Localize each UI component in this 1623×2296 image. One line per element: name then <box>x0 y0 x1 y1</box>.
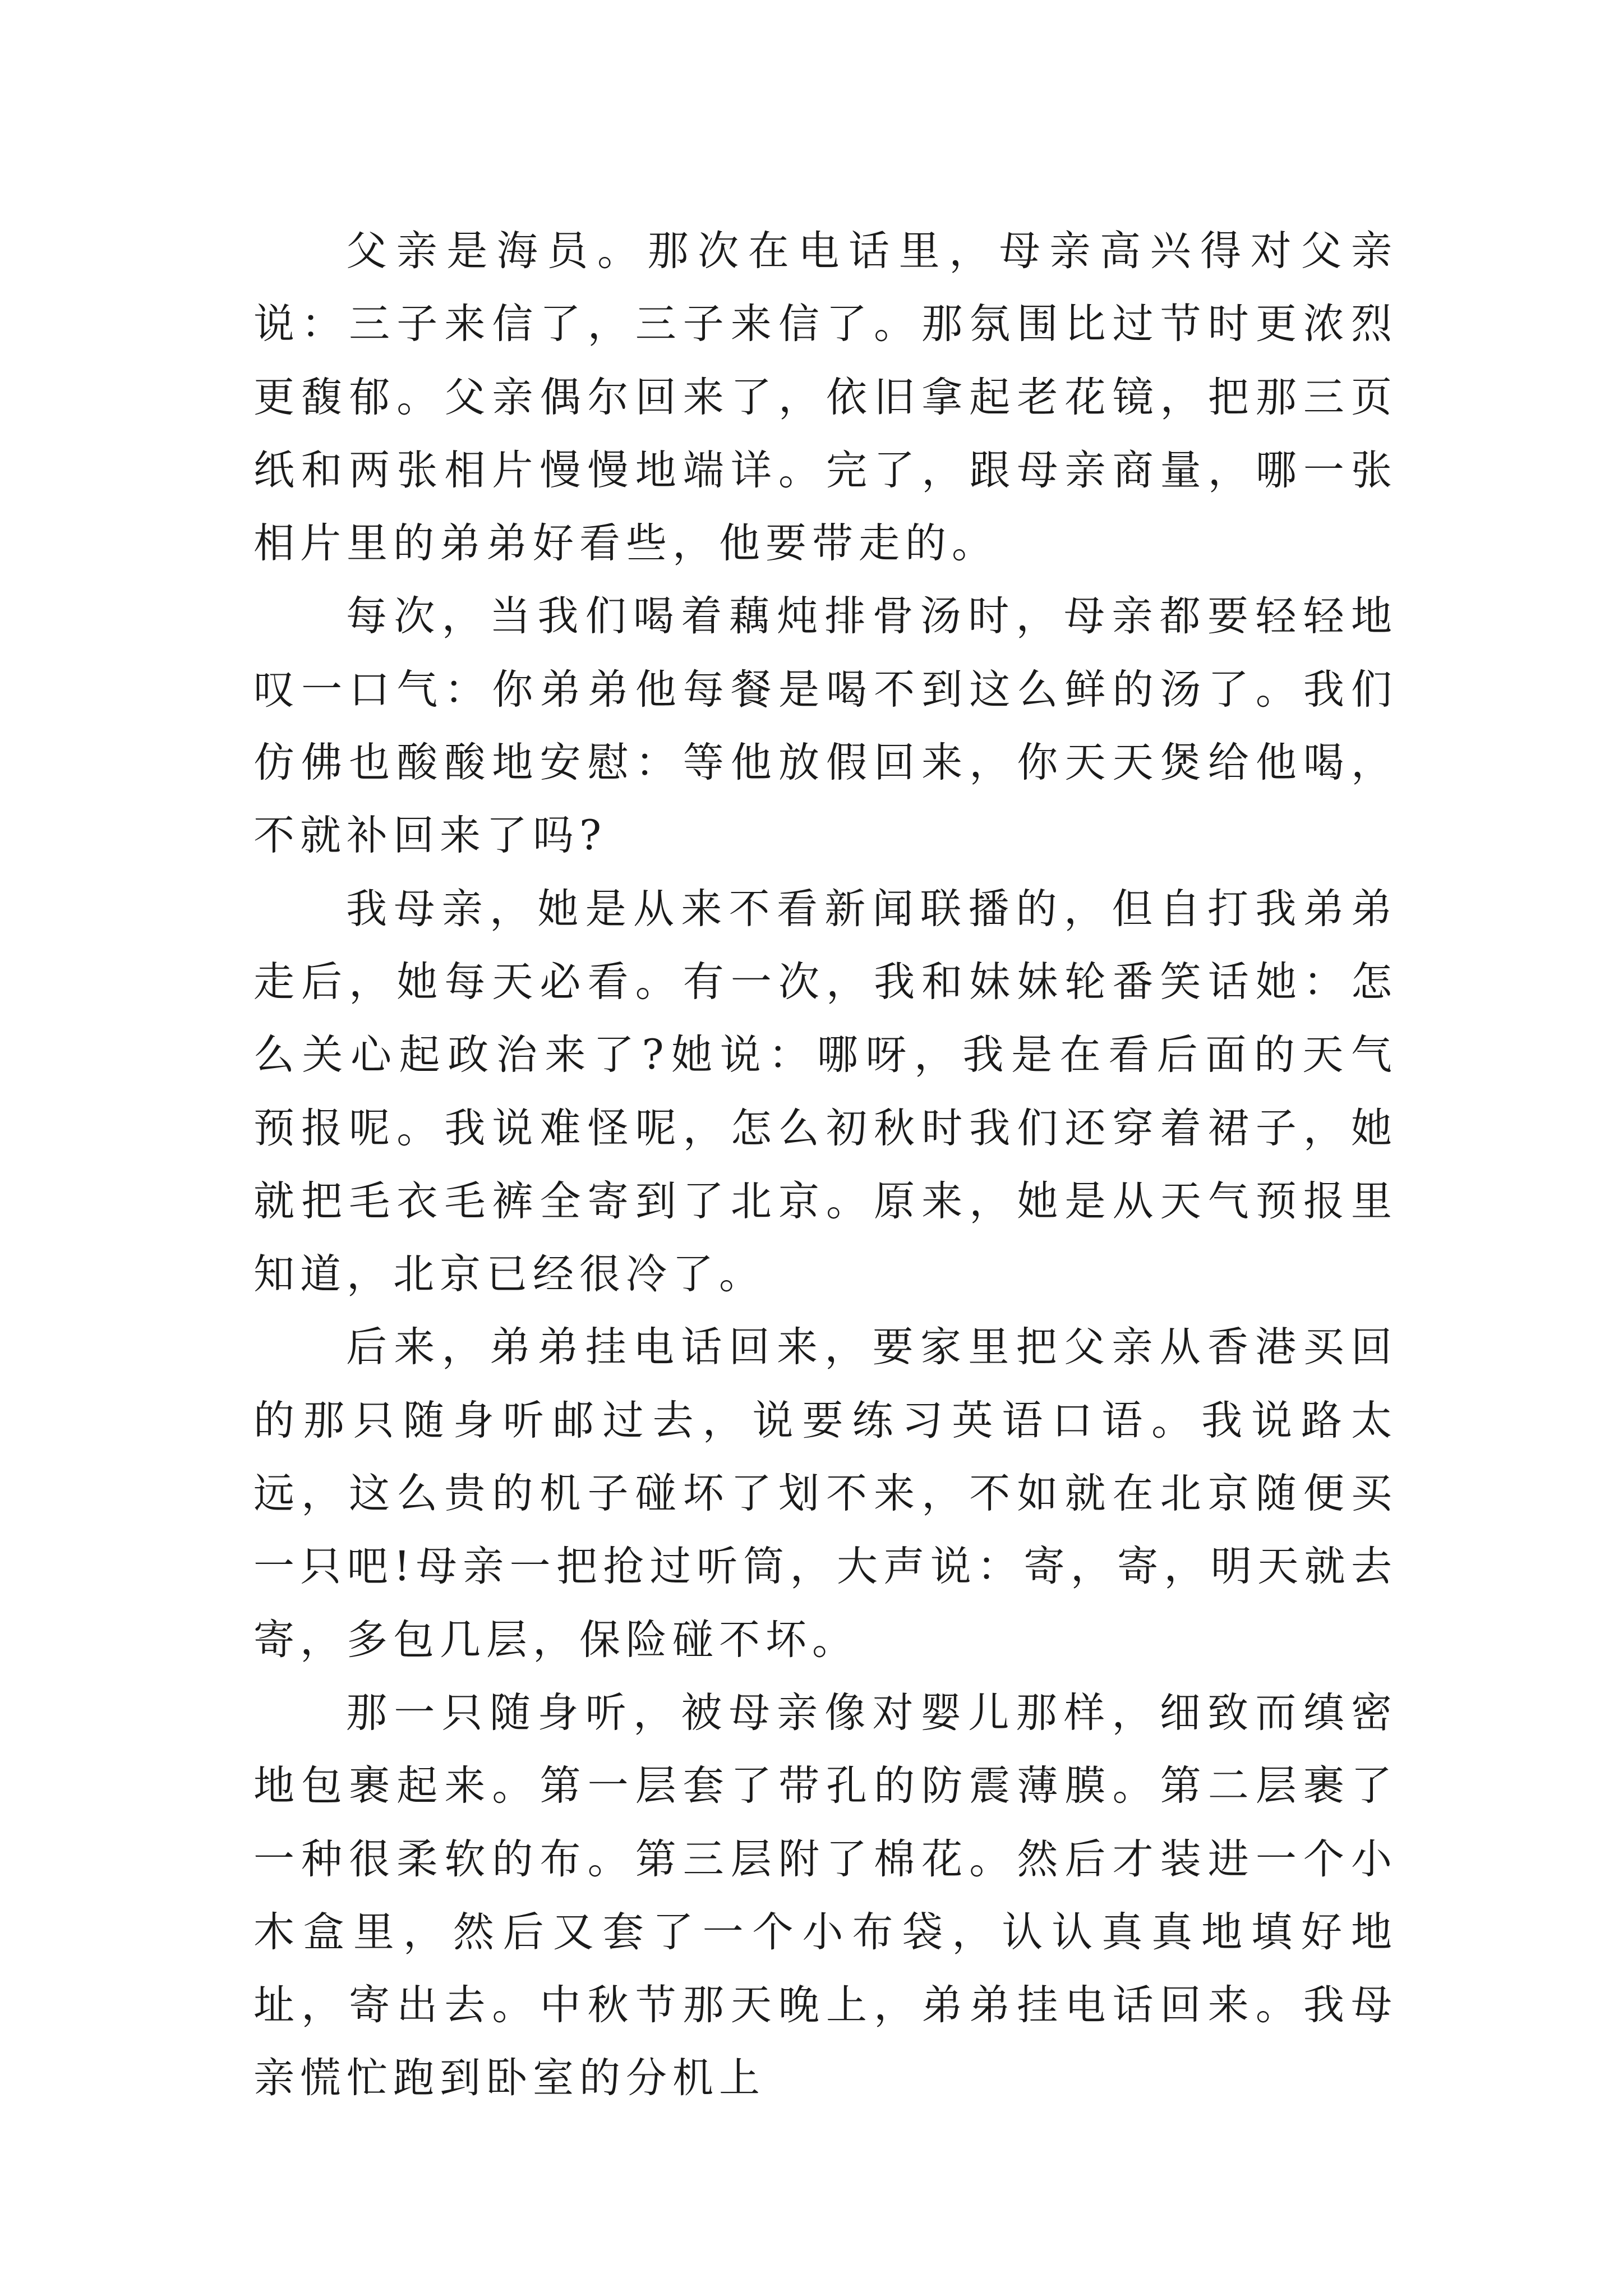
paragraph-4: 后来，弟弟挂电话回来，要家里把父亲从香港买回的那只随身听邮过去，说要练习英语口语。我说路太远，这么贵的机子碰坏了划不来，不如就在北京随便买一只吧!母亲一把抢过听筒，大声说：寄，寄，明天就去寄，多包几层，保险碰不坏。 <box>253 1323 1398 1664</box>
document-body <box>253 215 1398 2115</box>
paragraph-5: 那一只随身听，被母亲像对婴儿那样，细致而缜密地包裹起来。第一层套了带孔的防震薄膜。第二层裹了一种很柔软的布。第三层附了棉花。然后才装进一个小木盒里，然后又套了一个小布袋，认认真真地填好地址，寄出去。中秋节那天晚上，弟弟挂电话回来。我母亲慌忙跑到卧室的分机上 <box>253 1688 1398 2102</box>
paragraph-3: 我母亲，她是从来不看新闻联播的，但自打我弟弟走后，她每天必看。有一次，我和妹妹轮番笑话她：怎么关心起政治来了?她说：哪呀，我是在看后面的天气预报呢。我说难怪呢，怎么初秋时我们还穿着裙子，她就把毛衣毛裤全寄到了北京。原来，她是从天气预报里知道，北京已经很冷了。 <box>253 885 1398 1299</box>
paragraph-1: 父亲是海员。那次在电话里，母亲高兴得对父亲说：三子来信了，三子来信了。那氛围比过节时更浓烈更馥郁。父亲偶尔回来了，依旧拿起老花镜，把那三页纸和两张相片慢慢地端详。完了，跟母亲商量，哪一张相片里的弟弟好看些，他要带走的。 <box>253 227 1398 568</box>
paragraph-2: 每次，当我们喝着藕炖排骨汤时，母亲都要轻轻地叹一口气：你弟弟他每餐是喝不到这么鲜的汤了。我们仿佛也酸酸地安慰：等他放假回来，你天天煲给他喝，不就补回来了吗? <box>253 592 1398 860</box>
